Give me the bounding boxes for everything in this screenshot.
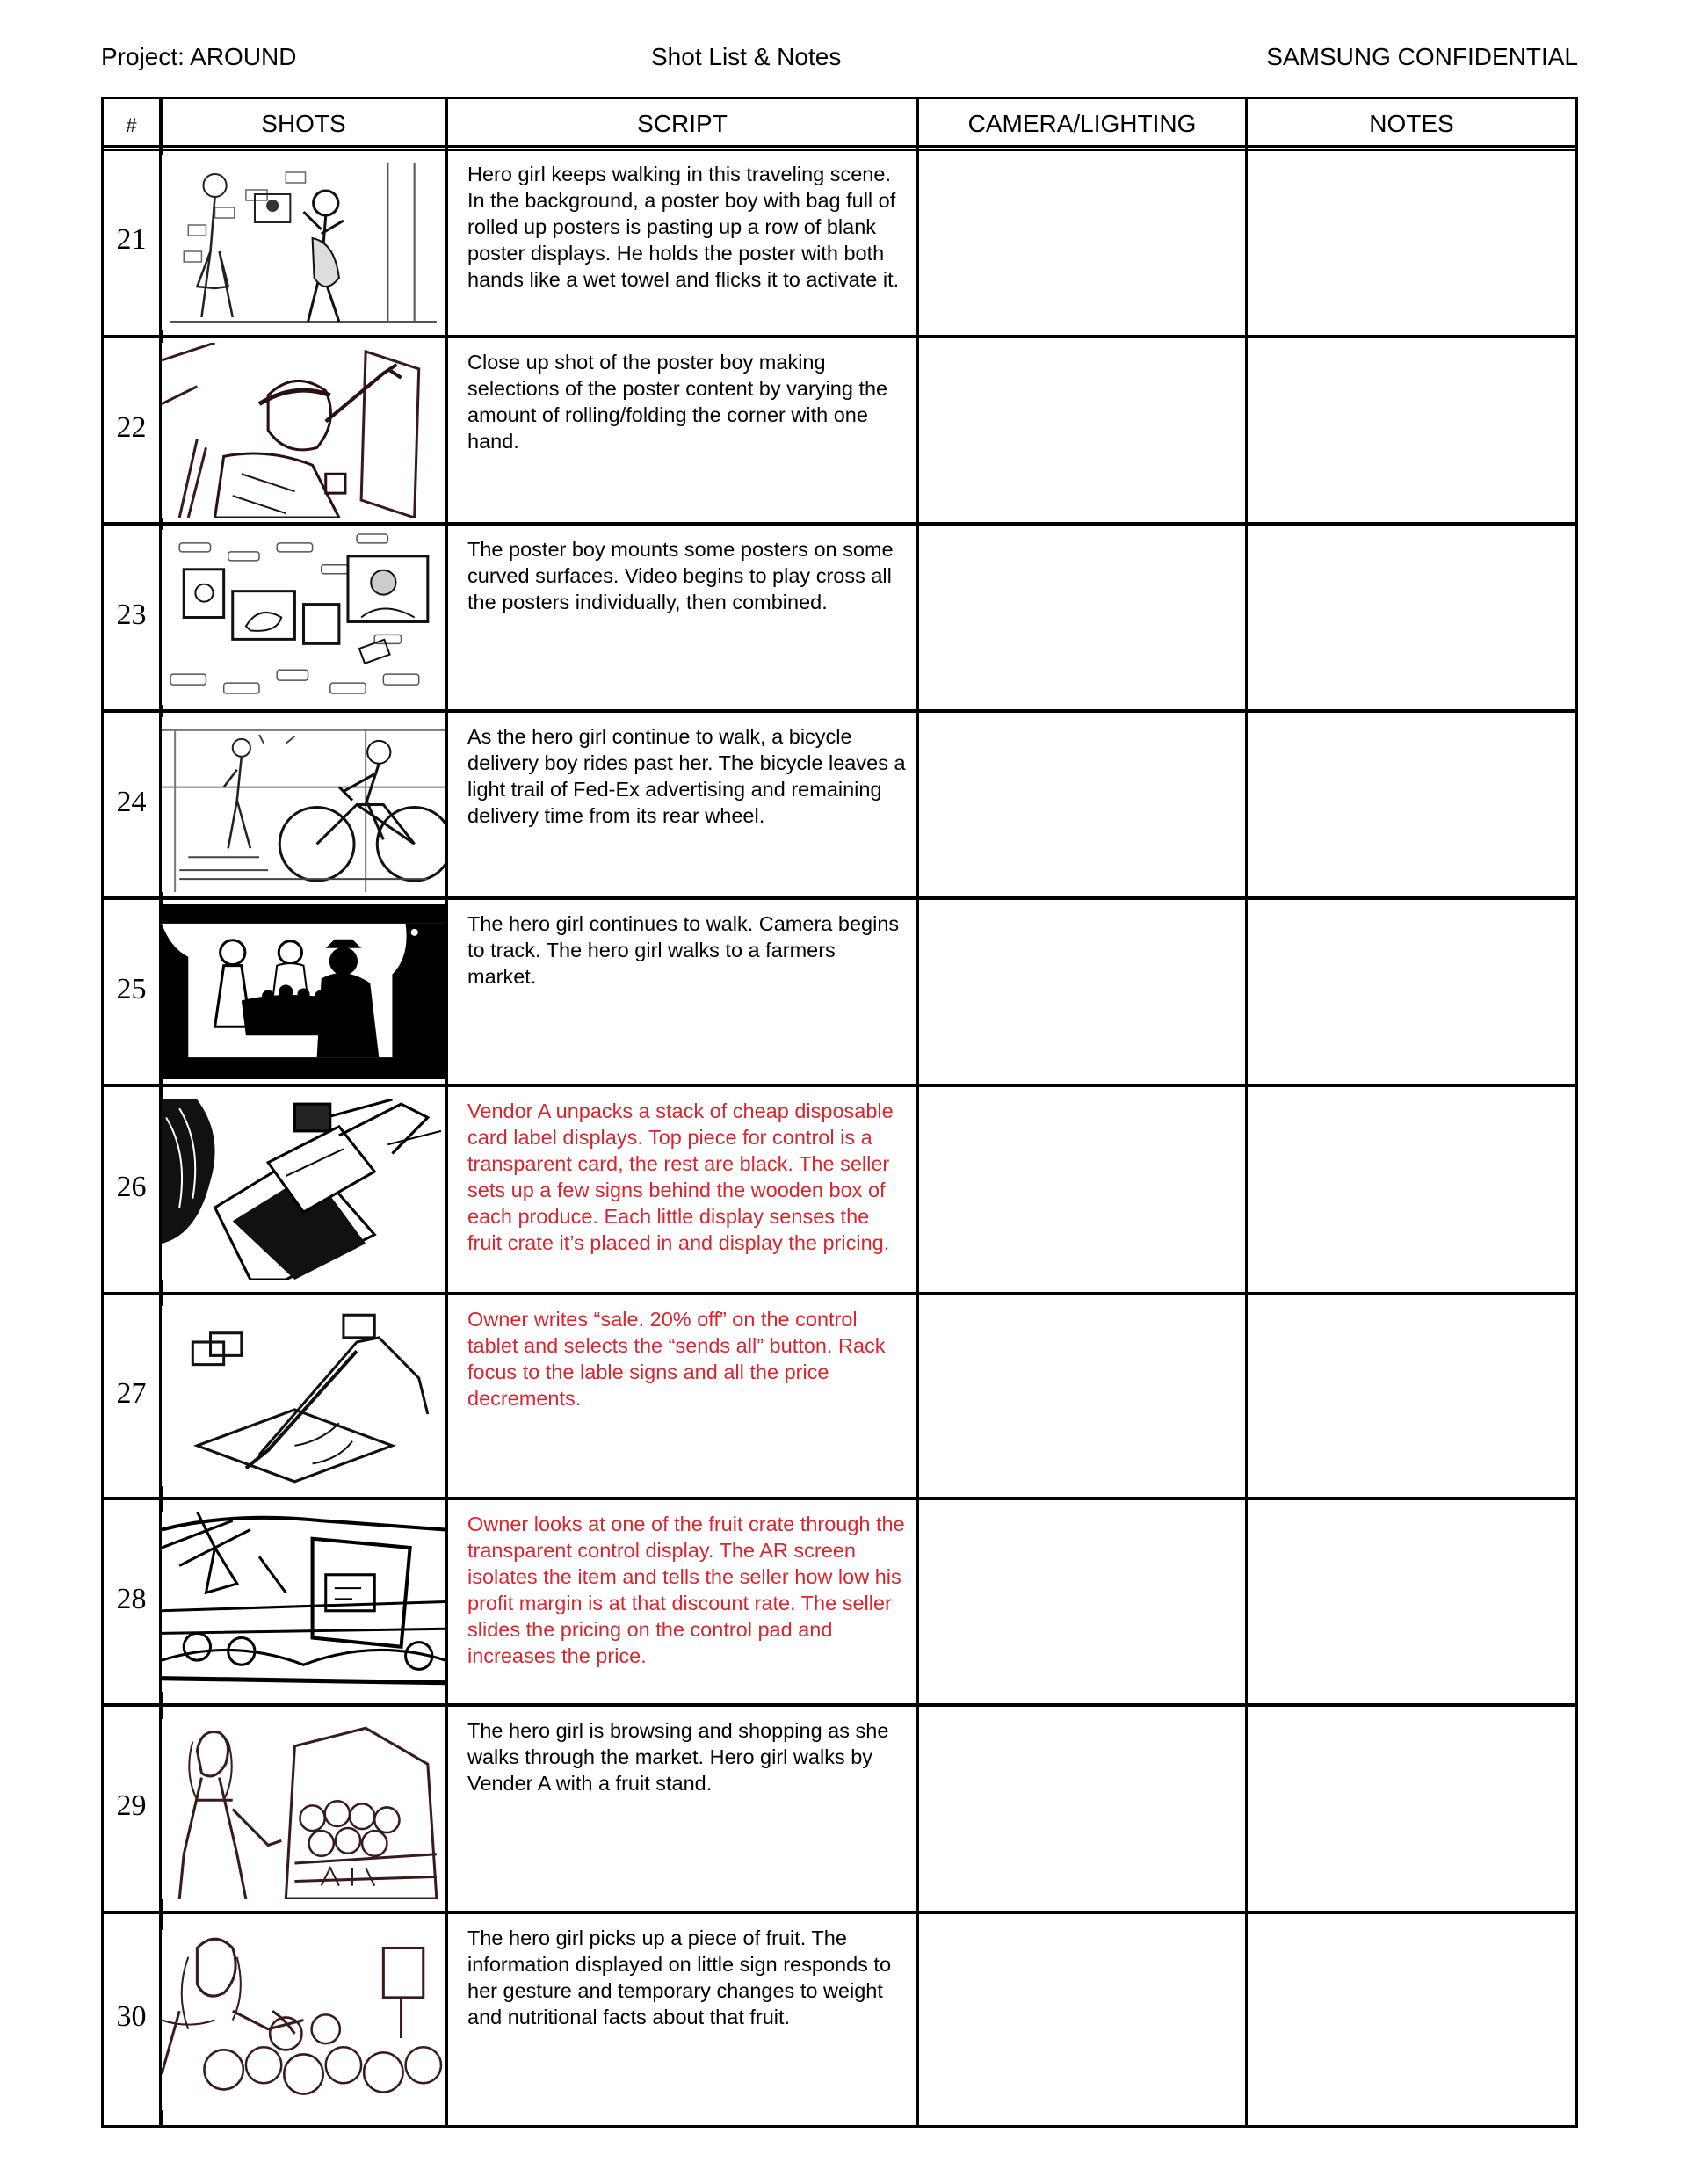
- script-text: The poster boy mounts some posters on some curved surfaces. Video begins to play cross all the posters individually, then combined.: [467, 538, 894, 613]
- confidential-label: SAMSUNG CONFIDENTIAL: [1266, 43, 1578, 70]
- script-text: The hero girl is browsing and shopping as she walks through the market. Hero girl walks by Vender A with a fruit stand.: [467, 1719, 889, 1795]
- storyboard-sketch: [162, 717, 445, 892]
- notes-cell: [1248, 1500, 1575, 1703]
- script-text: As the hero girl continue to walk, a bicycle delivery boy rides past her. The bicycle leaves a light trail of Fed-Ex advertising and remaining delivery time from its rear wheel.: [467, 725, 906, 827]
- shot-number: 21: [116, 223, 147, 256]
- script-text: Hero girl keeps walking in this traveling scene. In the background, a poster boy with bag full of rolled up posters is pasting up a row of blank poster displays. He holds the poster with both hands like a wet towel and flicks it to activate it.: [467, 163, 900, 291]
- column-header-shots: SHOTS: [261, 110, 346, 137]
- shot-number: 27: [116, 1376, 147, 1410]
- script-text: The hero girl picks up a piece of fruit. The information displayed on little sign responds to her gesture and temporary changes to weight and nutritional facts about that fruit.: [467, 1926, 892, 2028]
- notes-cell: [1248, 713, 1575, 896]
- shot-number: 25: [116, 972, 147, 1005]
- column-header-notes: NOTES: [1369, 110, 1454, 137]
- notes-cell: [1248, 900, 1575, 1084]
- column-divider: [445, 99, 448, 2125]
- project-title: Project: AROUND: [101, 43, 297, 70]
- script-text: Close up shot of the poster boy making selections of the poster content by varying the amount of rolling/folding the corner with one hand.: [467, 351, 888, 453]
- camera-lighting-cell: [919, 713, 1245, 896]
- column-header-number: #: [126, 114, 137, 136]
- document-title: Shot List & Notes: [651, 43, 842, 70]
- header-divider: [104, 145, 1575, 148]
- shot-number: 28: [116, 1582, 147, 1615]
- notes-cell: [1248, 1707, 1575, 1911]
- script-text: Owner looks at one of the fruit crate through the transparent control display. The AR screen isolates the item and tells the seller how low his profit margin is at that discount rate. The seller slides the pricing on the control pad and increases the price.: [467, 1513, 905, 1667]
- camera-lighting-cell: [919, 1707, 1245, 1911]
- shot-number: 22: [116, 410, 147, 444]
- storyboard-sketch: [162, 343, 445, 518]
- camera-lighting-cell: [919, 1087, 1245, 1292]
- storyboard-sketch: [162, 530, 445, 705]
- storyboard-sketch: [162, 1099, 445, 1280]
- shot-number: 26: [116, 1170, 147, 1203]
- notes-cell: [1248, 150, 1575, 335]
- column-header-camera-lighting: CAMERA/LIGHTING: [967, 110, 1197, 137]
- shot-number: 24: [116, 785, 147, 818]
- shot-number: 29: [116, 1789, 147, 1822]
- notes-cell: [1248, 1295, 1575, 1497]
- camera-lighting-cell: [919, 1914, 1245, 2125]
- camera-lighting-cell: [919, 526, 1245, 709]
- notes-cell: [1248, 526, 1575, 709]
- notes-cell: [1248, 1087, 1575, 1292]
- camera-lighting-cell: [919, 338, 1245, 522]
- script-text: The hero girl continues to walk. Camera begins to track. The hero girl walks to a farmers market.: [467, 912, 900, 988]
- storyboard-sketch: [162, 1306, 445, 1486]
- shot-list-table: [101, 97, 1578, 2128]
- camera-lighting-cell: [919, 150, 1245, 335]
- storyboard-sketch: [162, 1512, 445, 1692]
- script-text: Vendor A unpacks a stack of cheap disposable card label displays. Top piece for control is a transparent card, the rest are black. The seller sets up a few signs behind the wooden box of each produce. Each little display senses the fruit crate it’s placed in and display the pricing.: [467, 1099, 894, 1254]
- notes-cell: [1248, 1914, 1575, 2125]
- shot-number: 30: [116, 2000, 147, 2033]
- camera-lighting-cell: [919, 1500, 1245, 1703]
- script-text: Owner writes “sale. 20% off” on the control tablet and selects the “sends all” button. Rack focus to the lable signs and all the price decrements.: [467, 1308, 886, 1410]
- storyboard-sketch: [162, 1930, 445, 2110]
- shot-number: 23: [116, 598, 147, 631]
- camera-lighting-cell: [919, 900, 1245, 1084]
- camera-lighting-cell: [919, 1295, 1245, 1497]
- column-header-script: SCRIPT: [637, 110, 728, 137]
- notes-cell: [1248, 338, 1575, 522]
- storyboard-sketch: [162, 155, 445, 330]
- storyboard-sketch: [162, 1719, 445, 1899]
- storyboard-sketch: [162, 904, 445, 1079]
